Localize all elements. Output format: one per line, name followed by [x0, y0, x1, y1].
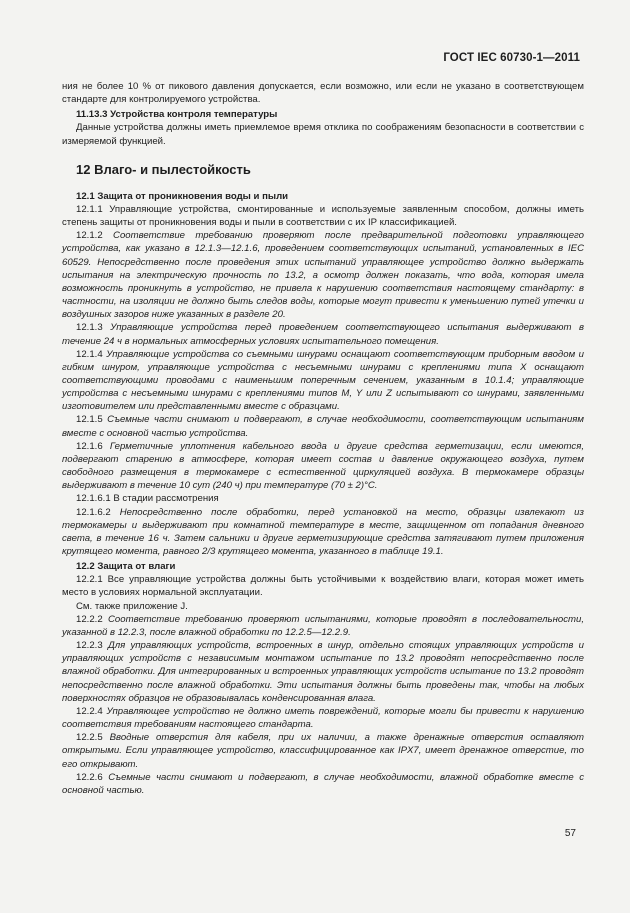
clause-text: Съемные части снимают и подвергают, в случае необходимости, влажной обработке вместе с основной частью. [62, 771, 584, 796]
clause-text: Герметичные уплотнения кабельного ввода и другие средства герметизации, если имеются, подвергают старению в атмосфере, которая имеет состав и давление окружающего воздуха, путем свободного размещения в термокамере с естественной циркуляцией воздуха. В термокамере образцы выдерживают в течение 10 сут (240 ч) при температуре (70 ± 2)°С. [62, 440, 584, 492]
clause-text: Съемные части снимают и подвергают, в случае необходимости, соответствующим испытаниям вместе с основной частью устройства. [62, 414, 584, 439]
clause-number: 12.2.3 [76, 640, 103, 652]
paragraph: См. также приложение J. [76, 600, 188, 612]
clause-text: Вводные отверстия для кабеля, при их наличии, а также дренажные отверстия оставляют открытыми. Если управляющее устройство, классифицированное как IPX7, имеет дренажное отверстие, то его открывают. [62, 732, 585, 770]
paragraph [62, 771, 584, 797]
paragraph [62, 731, 584, 770]
clause-text: Соответствие требованию проверяют после предварительной подготовки управляющего устройства, как указано в 12.1.3—12.1.6, проведением соответствующих испытаний, установленных в IEC 60529. Непосредственно после проведения этих испытаний управляющее устройство должно выдержать испытания на электрическую прочность по 13.2, а осмотр должен показать, что вода, которая имела возможность проникнуть в устройство, не привела к нарушению соответствия настоящему стандарту: в частности, на изоляции не должно быть следов воды, которые могут привести к уменьшению путей утечки и воздушных зазоров ниже указанных в разделе 20. [62, 230, 584, 321]
paragraph [62, 705, 584, 731]
clause-text: Управляющее устройство не должно иметь повреждений, которые могли бы привести к нарушению соответствия требованиям настоящего стандарта. [62, 705, 584, 731]
paragraph: 12.1.1 Управляющие устройства, смонтированные и используемые заявленным способом, должны иметь степень защиты от проникновения воды и пыли в соответствии с их IP классификацией. [62, 203, 584, 229]
clause-number: 12.2.2 [76, 613, 103, 625]
clause-number: 12.2.6 [76, 771, 103, 783]
clause-text: Для управляющих устройств, встроенных в шнур, отдельно стоящих управляющих устройств и управляющих устройств с независимым монтажом испытание по 13.2 проводят непосредственно после влажной обработки. Для интегрированных и встроенных управляющих устройств испытание по 13.2 проводят непосредственно после влажной обработки. Эти испытания должны быть проведены так, чтобы на любых поверхностях образцов не образовывалась конденсированная влага. [62, 640, 584, 704]
subsection-heading: 12.1 Защита от проникновения воды и пыли [76, 190, 289, 202]
clause-text: Непосредственно после обработки, перед установкой на место, образцы извлекают из термокамеры и выдерживают при комнатной температуре в месте, защищенном от попадания дневного света, в течение 16 ч. Затем сальники и другие герметизирующие средства затягивают путем приложения крутящего момента, равного 2/3 крутящего момента, указанного в таблице 19.1. [62, 506, 584, 557]
clause-number: 12.1.3 [76, 322, 103, 334]
standard-designation: ГОСТ IEC 60730-1—2011 [443, 52, 580, 64]
page-number: 57 [564, 828, 576, 839]
clause-number: 12.2.5 [76, 732, 103, 744]
paragraph: ния не более 10 % от пикового давления допускается, если возможно, или если не указано в соответствующем стандарте для контролируемого устройства. [62, 81, 584, 106]
document-body [62, 80, 584, 797]
section-heading: 12 Влаго- и пылестойкость [76, 161, 251, 177]
paragraph [62, 321, 584, 347]
clause-number: 12.1.5 [76, 414, 103, 426]
clause-number: 12.1.6.2 [76, 506, 111, 518]
subsection-heading: 12.2 Защита от влаги [76, 561, 176, 573]
clause-text: Соответствие требованию проверяют испытаниями, которые проводят в последовательности, указанной в 12.2.3, после влажной обработки по 12.2.5—12.2.9. [62, 613, 584, 638]
clause-number: 12.1.2 [76, 230, 103, 242]
paragraph [62, 413, 584, 439]
paragraph [62, 440, 584, 493]
paragraph [62, 506, 584, 559]
clause-number: 12.2.4 [76, 705, 103, 717]
clause-number: 12.1.6 [76, 440, 103, 452]
paragraph [62, 639, 584, 705]
clause-text: Управляющие устройства перед проведением соответствующего испытания выдерживают в течение 24 ч в нормальных атмосферных условиях испытательного помещения. [62, 322, 584, 347]
paragraph: 12.2.1 Все управляющие устройства должны быть устойчивыми к воздействию влаги, которая может иметь место в условиях нормальной эксплуатации. [62, 574, 584, 599]
paragraph: 12.1.6.1 В стадии рассмотрения [76, 493, 219, 505]
clause-number: 12.1.4 [76, 348, 103, 360]
paragraph [62, 613, 584, 639]
paragraph [62, 348, 584, 414]
clause-text: Управляющие устройства со съемными шнурами оснащают соответствующим приборным вводом и гибким шнуром, управляющие устройства с несъемными шнурами с креплениями типа X оснащают соответствующими проводами с наименьшим поперечным сечением, указанным в 10.1.4; управляющие устройства с несъемными шнурами с креплениями типов M, Y или Z испытывают со шнурами, заявленными изготовителем или представленными вместе с образцами. [62, 348, 585, 413]
paragraph: Данные устройства должны иметь приемлемое время отклика по соображениям безопасности в соответствии с измеряемой функцией. [62, 122, 584, 147]
subsection-heading: 11.13.3 Устройства контроля температуры [76, 109, 278, 121]
paragraph [62, 229, 584, 321]
